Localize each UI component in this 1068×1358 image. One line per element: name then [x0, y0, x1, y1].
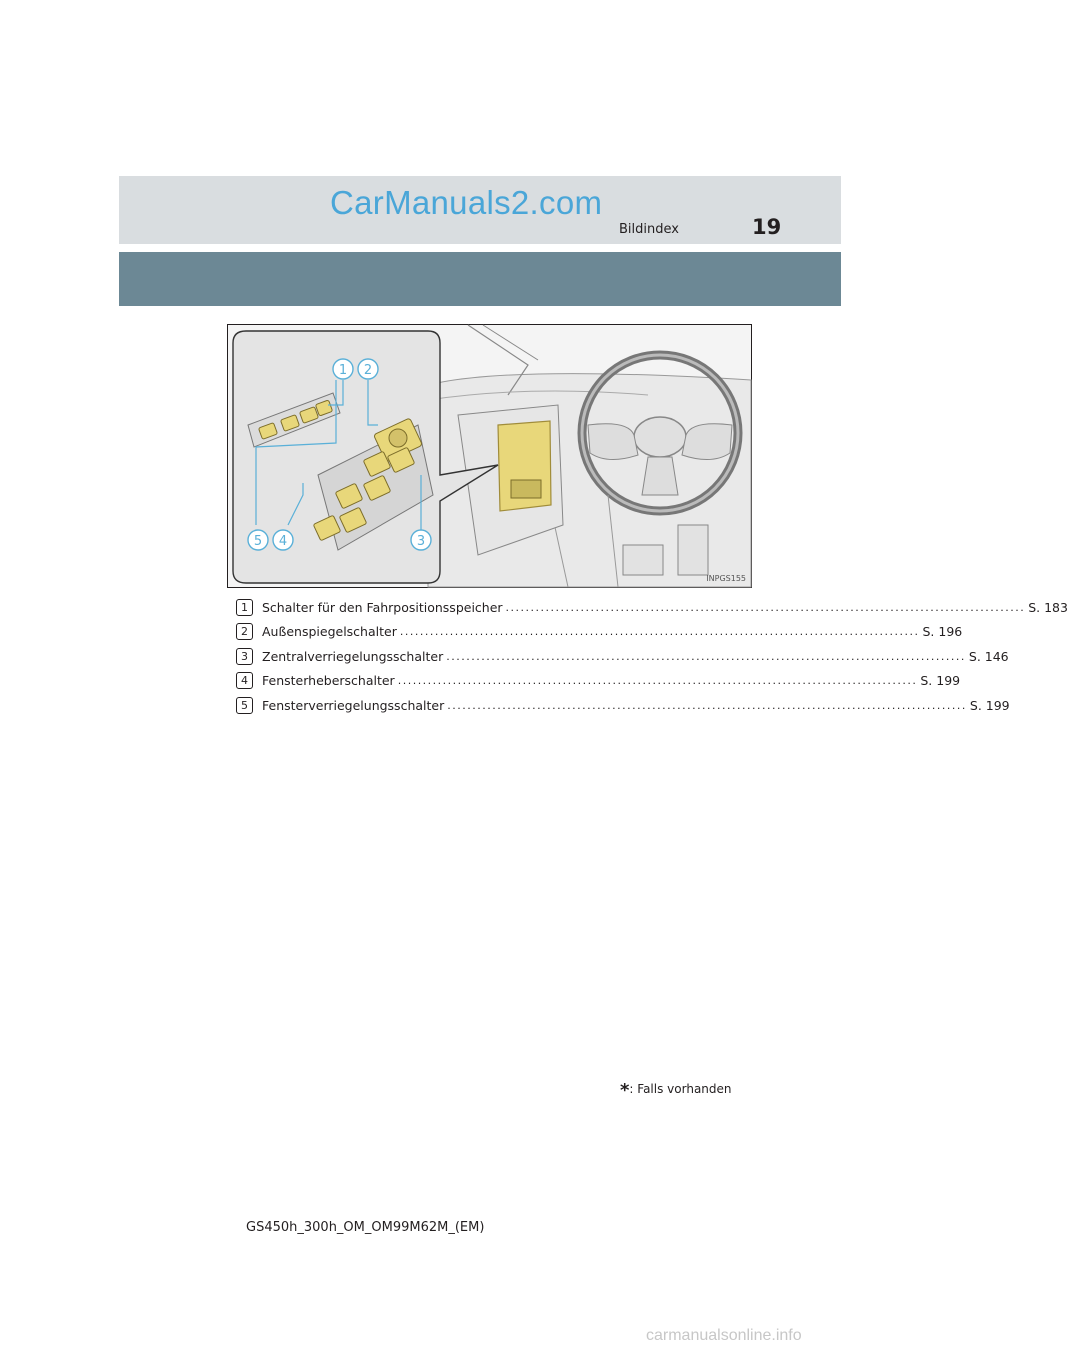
callout-3: 3 [416, 534, 426, 549]
footnote [620, 1080, 732, 1101]
list-item [236, 693, 1010, 718]
page-reference-link[interactable]: S. 146 [968, 648, 1009, 664]
footnote-star: * [620, 1080, 630, 1101]
item-label: Fensterverriegelungsschalter [262, 697, 445, 713]
leader-dots: ........................................................................................................ [446, 649, 966, 663]
list-item [236, 669, 961, 694]
page-reference-link[interactable]: S. 183 [1028, 599, 1068, 615]
item-label: Fensterheberschalter [262, 673, 395, 689]
item-label: Zentralverriegelungsschalter [262, 648, 444, 664]
illustration-door-switches [227, 324, 752, 588]
leader-dots: ........................................................................................................ [505, 600, 1026, 614]
illustration-svg [228, 325, 751, 587]
item-label: Außenspiegelschalter [262, 624, 397, 640]
callout-5: 5 [253, 534, 263, 549]
callout-2: 2 [363, 363, 373, 378]
item-list [236, 595, 1068, 718]
page-reference-link[interactable]: S. 199 [969, 697, 1010, 713]
item-number: 3 [236, 648, 253, 665]
list-item [236, 620, 963, 645]
item-number: 5 [236, 697, 253, 714]
list-item [236, 644, 1009, 669]
page-reference-link[interactable]: S. 196 [922, 624, 963, 640]
item-number: 1 [236, 599, 253, 616]
leader-dots: ........................................................................................................ [399, 625, 920, 639]
page-reference-link[interactable]: S. 199 [920, 673, 961, 689]
leader-dots: ........................................................................................................ [397, 674, 918, 688]
list-item [236, 595, 1068, 620]
item-number: 4 [236, 672, 253, 689]
bottom-watermark[interactable]: carmanualsonline.info [646, 1327, 802, 1344]
page-number: 19 [752, 215, 782, 239]
watermark-logo[interactable]: CarManuals2.com [330, 184, 603, 221]
callout-4: 4 [278, 534, 288, 549]
item-label: Schalter für den Fahrpositionsspeicher [262, 599, 503, 615]
callout-1: 1 [338, 363, 348, 378]
section-title: Bildindex [619, 222, 679, 237]
figure-code: INPGS155 [706, 574, 746, 583]
leader-dots: ........................................................................................................ [447, 698, 967, 712]
item-number: 2 [236, 623, 253, 640]
section-band [119, 252, 841, 306]
footnote-text: : Falls vorhanden [629, 1082, 732, 1096]
document-code: GS450h_300h_OM_OM99M62M_(EM) [246, 1220, 485, 1235]
